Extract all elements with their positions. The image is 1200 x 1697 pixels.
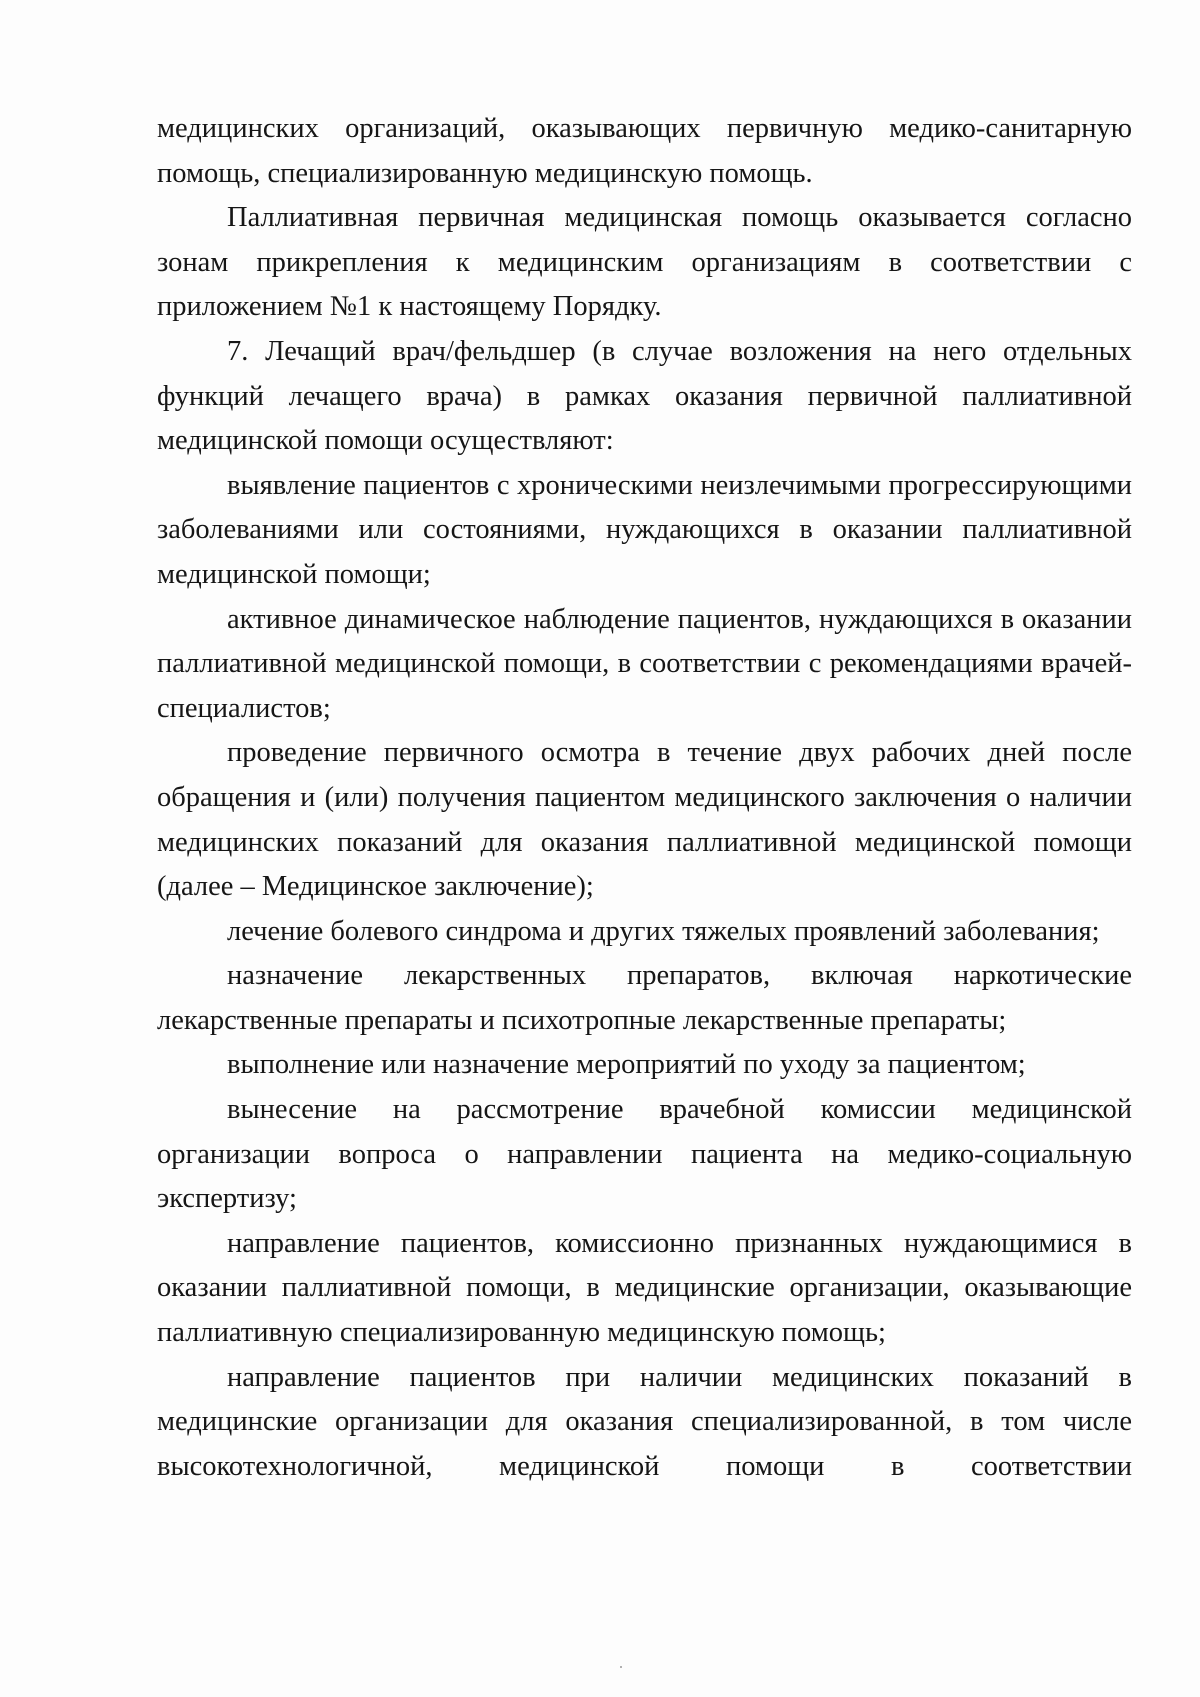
paragraph-primary-exam: проведение первичного осмотра в течение двух рабочих дней после обращения и (или) получения пациентом медицинского заключения о наличии медицинских показаний для оказания паллиативной медицинской помощи (далее – Медицинское заключение); xyxy=(157,737,1132,903)
paragraph-referral-palliative: направление пациентов, комиссионно признанных нуждающимися в оказании паллиативной помощи, в медицинские организации, оказывающие паллиативную специализированную медицинскую помощь; xyxy=(157,1227,1132,1349)
paragraph-care: выполнение или назначение мероприятий по уходу за пациентом; xyxy=(227,1049,1026,1081)
document-body xyxy=(157,107,1132,1489)
paragraph-palliative-zones: Паллиативная первичная медицинская помощь оказывается согласно зонам прикрепления к медицинским организациям в соответствии с приложением №1 к настоящему Порядку. xyxy=(157,202,1132,323)
paragraph-commission: вынесение на рассмотрение врачебной комиссии медицинской организации вопроса о направлении пациента на медико-социальную экспертизу; xyxy=(157,1094,1132,1215)
paragraph-identification: выявление пациентов с хроническими неизлечимыми прогрессирующими заболеваниями или состояниями, нуждающихся в оказании паллиативной медицинской помощи; xyxy=(157,469,1132,590)
scan-speck xyxy=(620,1666,622,1668)
paragraph-referral-specialized: направление пациентов при наличии медицинских показаний в медицинские организации для оказания специализированной, в том числе высокотехнологичной, медицинской помощи в соответствии xyxy=(157,1361,1132,1482)
paragraph-item-7: 7. Лечащий врач/фельдшер (в случае возложения на него отдельных функций лечащего врача) в рамках оказания первичной паллиативной медицинской помощи осуществляют: xyxy=(157,335,1132,457)
paragraph-continuation: медицинских организаций, оказывающих первичную медико-санитарную помощь, специализированную медицинскую помощь. xyxy=(157,113,1132,189)
paragraph-observation: активное динамическое наблюдение пациентов, нуждающихся в оказании паллиативной медицинской помощи, в соответствии с рекомендациями врачей-специалистов; xyxy=(157,603,1132,724)
paragraph-prescription: назначение лекарственных препаратов, включая наркотические лекарственные препараты и психотропные лекарственные препараты; xyxy=(157,960,1132,1036)
paragraph-pain-treatment: лечение болевого синдрома и других тяжелых проявлений заболевания; xyxy=(227,915,1100,947)
